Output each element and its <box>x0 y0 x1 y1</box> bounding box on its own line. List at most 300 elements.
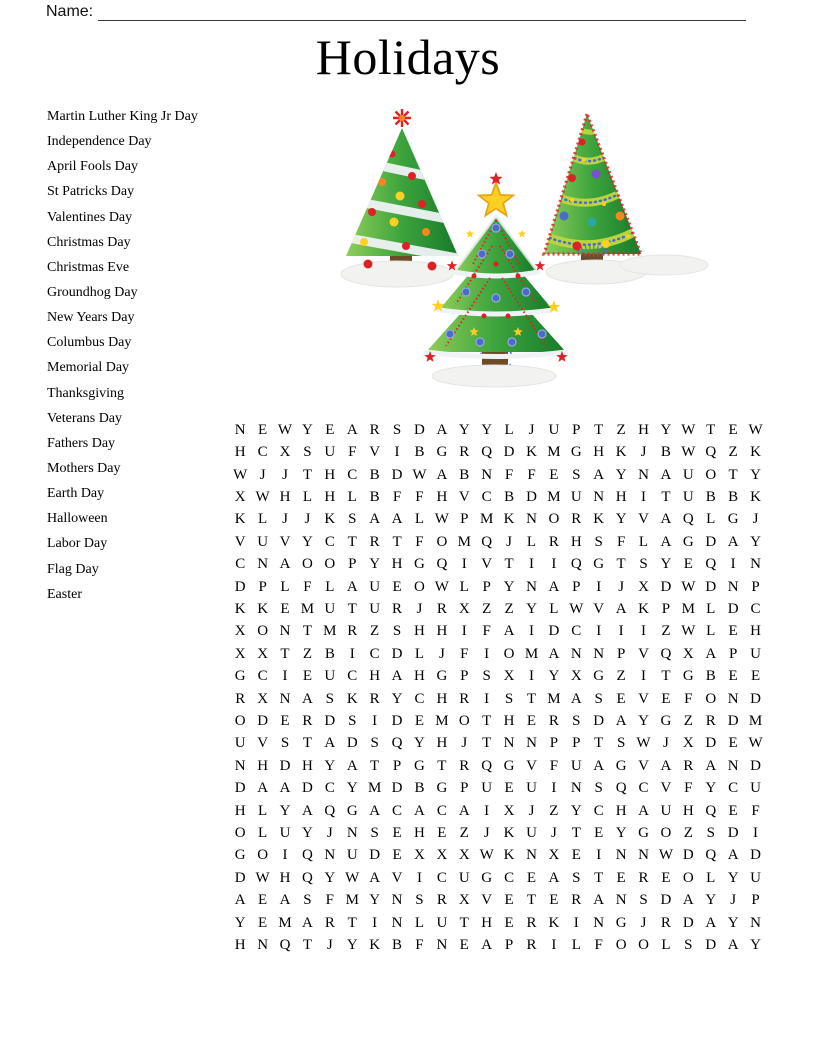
grid-letter: K <box>503 825 515 842</box>
grid-letter: U <box>526 825 537 842</box>
word-list-item: Mothers Day <box>47 460 121 476</box>
grid-letter: G <box>436 780 448 797</box>
grid-letter: C <box>347 466 358 483</box>
grid-letter: Y <box>660 421 672 438</box>
grid-letter: U <box>750 780 761 797</box>
grid-letter: P <box>751 892 760 909</box>
grid-letter: Y <box>503 578 515 595</box>
grid-letter: E <box>504 892 514 909</box>
grid-letter: N <box>391 914 403 931</box>
grid-letter: R <box>369 533 380 550</box>
grid-letter: O <box>503 645 515 662</box>
grid-letter: K <box>257 600 269 617</box>
grid-letter: S <box>303 892 312 909</box>
grid-letter: Q <box>705 444 717 461</box>
grid-letter: B <box>660 444 671 461</box>
word-search-grid <box>229 419 767 957</box>
grid-letter: U <box>458 869 470 886</box>
grid-letter: D <box>526 488 537 505</box>
grid-letter: S <box>706 825 715 842</box>
grid-letter: A <box>548 869 560 886</box>
grid-letter: N <box>526 578 537 595</box>
grid-letter: N <box>570 780 582 797</box>
grid-letter: Q <box>705 847 717 864</box>
grid-letter: D <box>234 869 246 886</box>
grid-letter: O <box>257 623 269 640</box>
grid-letter: N <box>570 645 582 662</box>
grid-letter: N <box>593 914 605 931</box>
grid-letter: Q <box>615 780 627 797</box>
grid-letter: W <box>255 869 270 886</box>
grid-letter: X <box>234 623 246 640</box>
grid-letter: E <box>728 421 738 438</box>
grid-letter: N <box>346 825 358 842</box>
grid-letter: I <box>528 556 534 573</box>
grid-letter: W <box>681 578 696 595</box>
grid-letter: U <box>548 421 560 438</box>
word-list-item: Easter <box>47 586 82 602</box>
grid-letter: T <box>571 825 581 842</box>
grid-letter: M <box>547 690 561 707</box>
grid-letter: C <box>347 668 358 685</box>
grid-letter: J <box>640 914 647 931</box>
grid-letter: A <box>615 712 627 729</box>
grid-letter: H <box>682 802 694 819</box>
grid-letter: A <box>302 690 313 707</box>
grid-letter: I <box>461 623 467 640</box>
grid-letter: A <box>660 533 672 550</box>
grid-letter: F <box>482 623 491 640</box>
grid-letter: C <box>504 869 515 886</box>
grid-letter: D <box>682 847 694 864</box>
grid-letter: F <box>594 937 603 954</box>
grid-letter: W <box>636 735 651 752</box>
grid-letter: I <box>282 847 288 864</box>
grid-letter: U <box>279 825 291 842</box>
grid-letter: E <box>594 825 604 842</box>
grid-letter: S <box>594 780 603 797</box>
word-list-item: Independence Day <box>47 134 152 150</box>
grid-letter: I <box>484 645 490 662</box>
grid-letter: K <box>346 690 358 707</box>
grid-letter: M <box>323 623 337 640</box>
grid-letter: H <box>436 488 448 505</box>
grid-letter: R <box>548 712 559 729</box>
grid-letter: Y <box>369 556 381 573</box>
grid-letter: D <box>660 578 672 595</box>
grid-letter: P <box>348 556 357 573</box>
grid-letter: L <box>459 578 469 595</box>
grid-letter: I <box>416 869 422 886</box>
grid-letter: X <box>458 847 470 864</box>
grid-letter: F <box>684 690 693 707</box>
grid-letter: M <box>457 533 471 550</box>
grid-letter: A <box>279 556 291 573</box>
word-list-item: Thanksgiving <box>47 385 124 401</box>
grid-letter: S <box>280 735 290 752</box>
grid-letter: X <box>638 578 649 595</box>
grid-letter: P <box>258 578 267 595</box>
grid-letter: X <box>458 600 470 617</box>
grid-letter: E <box>683 556 693 573</box>
grid-letter: U <box>682 466 694 483</box>
grid-letter: D <box>234 578 246 595</box>
grid-letter: S <box>392 421 402 438</box>
grid-letter: L <box>504 421 514 438</box>
grid-letter: J <box>282 511 288 528</box>
grid-letter: A <box>346 757 358 774</box>
grid-letter: T <box>302 466 312 483</box>
grid-letter: Y <box>705 892 717 909</box>
grid-letter: Y <box>727 869 739 886</box>
grid-letter: L <box>414 914 425 931</box>
grid-letter: H <box>234 444 246 461</box>
grid-letter: Y <box>570 802 582 819</box>
grid-letter: B <box>369 466 380 483</box>
grid-letter: R <box>324 914 335 931</box>
grid-letter: E <box>549 466 559 483</box>
grid-letter: H <box>324 466 336 483</box>
word-list-item: Halloween <box>47 511 108 527</box>
grid-letter: U <box>346 847 358 864</box>
grid-letter: Y <box>346 780 358 797</box>
grid-letter: W <box>681 421 696 438</box>
grid-letter: J <box>461 735 468 752</box>
grid-letter: I <box>551 780 557 797</box>
grid-letter: Q <box>391 735 403 752</box>
grid-letter: Q <box>570 556 582 573</box>
hanging-ornament <box>428 262 437 271</box>
grid-letter: C <box>593 802 604 819</box>
grid-letter: S <box>415 892 424 909</box>
grid-letter: H <box>302 757 313 774</box>
grid-letter: R <box>638 869 649 886</box>
grid-letter: J <box>259 466 266 483</box>
grid-letter: Y <box>391 690 403 707</box>
grid-letter: L <box>258 802 268 819</box>
grid-letter: J <box>326 937 333 954</box>
grid-letter: F <box>549 757 559 774</box>
grid-letter: O <box>458 712 470 729</box>
grid-letter: X <box>414 847 425 864</box>
grid-letter: U <box>369 578 381 595</box>
grid-letter: I <box>551 937 557 954</box>
grid-letter: O <box>436 533 448 550</box>
grid-letter: A <box>369 869 381 886</box>
grid-letter: I <box>573 914 579 931</box>
page-title: Holidays <box>315 29 501 85</box>
grid-letter: F <box>460 645 469 662</box>
grid-letter: D <box>727 712 739 729</box>
grid-letter: T <box>392 533 402 550</box>
word-list-item: Groundhog Day <box>47 284 138 300</box>
christmas-trees-illustration <box>334 104 712 389</box>
grid-letter: C <box>414 690 425 707</box>
grid-letter: H <box>414 623 425 640</box>
grid-letter: U <box>436 914 448 931</box>
grid-letter: B <box>414 780 425 797</box>
grid-letter: W <box>255 488 270 505</box>
name-fill-in-line[interactable] <box>98 4 746 21</box>
grid-letter: A <box>593 892 605 909</box>
grid-letter: V <box>481 892 493 909</box>
grid-letter: F <box>325 892 334 909</box>
grid-letter: T <box>370 757 380 774</box>
grid-letter: Q <box>705 556 717 573</box>
grid-letter: L <box>706 600 716 617</box>
grid-letter: E <box>258 914 268 931</box>
grid-letter: Z <box>728 444 738 461</box>
grid-letter: U <box>369 600 381 617</box>
grid-letter: W <box>434 578 449 595</box>
grid-letter: N <box>257 937 269 954</box>
grid-letter: N <box>727 757 739 774</box>
grid-letter: V <box>638 757 649 774</box>
grid-letter: I <box>641 668 647 685</box>
grid-letter: P <box>751 578 760 595</box>
grid-letter: C <box>324 533 335 550</box>
grid-letter: T <box>459 914 469 931</box>
grid-letter: N <box>750 914 761 931</box>
grid-letter: L <box>414 511 425 528</box>
grid-letter: A <box>727 847 739 864</box>
grid-letter: O <box>638 937 649 954</box>
grid-letter: Q <box>682 511 694 528</box>
grid-letter: X <box>279 444 291 461</box>
grid-letter: A <box>436 466 448 483</box>
grid-letter: U <box>682 488 694 505</box>
grid-letter: N <box>526 847 537 864</box>
grid-letter: O <box>302 556 313 573</box>
grid-letter: C <box>481 488 492 505</box>
grid-letter: E <box>661 690 671 707</box>
grid-letter: T <box>347 914 357 931</box>
grid-letter: S <box>594 533 603 550</box>
grid-letter: X <box>436 847 448 864</box>
grid-letter: C <box>436 869 447 886</box>
grid-letter: A <box>548 578 560 595</box>
grid-letter: V <box>660 780 672 797</box>
grid-letter: P <box>460 511 469 528</box>
grid-letter: B <box>459 466 470 483</box>
grid-letter: P <box>504 937 514 954</box>
grid-letter: J <box>326 825 333 842</box>
grid-letter: Q <box>481 533 493 550</box>
grid-letter: Y <box>615 511 627 528</box>
grid-letter: D <box>682 914 694 931</box>
grid-letter: P <box>616 645 626 662</box>
grid-letter: A <box>302 802 313 819</box>
grid-letter: I <box>484 802 490 819</box>
grid-letter: N <box>234 757 246 774</box>
grid-letter: A <box>705 645 717 662</box>
grid-letter: N <box>234 421 246 438</box>
grid-letter: D <box>750 847 761 864</box>
grid-letter: D <box>234 780 246 797</box>
grid-letter: G <box>481 869 493 886</box>
grid-letter: D <box>660 892 672 909</box>
grid-letter: P <box>549 735 559 752</box>
grid-letter: A <box>705 914 717 931</box>
grid-letter: E <box>258 892 268 909</box>
grid-letter: J <box>483 825 490 842</box>
grid-letter: F <box>504 466 514 483</box>
grid-letter: W <box>345 869 360 886</box>
grid-letter: E <box>437 825 447 842</box>
grid-letter: H <box>414 668 425 685</box>
grid-letter: K <box>548 914 560 931</box>
grid-letter: H <box>279 869 291 886</box>
grid-letter: B <box>705 668 716 685</box>
grid-letter: W <box>479 847 494 864</box>
grid-letter: N <box>481 466 493 483</box>
grid-letter: D <box>548 623 560 640</box>
grid-letter: O <box>705 466 717 483</box>
grid-letter: K <box>638 600 649 617</box>
grid-letter: Y <box>302 533 313 550</box>
grid-letter: A <box>234 892 246 909</box>
grid-letter: F <box>527 466 536 483</box>
grid-letter: A <box>503 623 515 640</box>
grid-letter: Q <box>660 645 672 662</box>
grid-letter: I <box>528 623 534 640</box>
grid-letter: H <box>324 488 336 505</box>
grid-letter: F <box>415 488 424 505</box>
word-list-item: Fathers Day <box>47 435 116 451</box>
grid-letter: E <box>258 421 268 438</box>
grid-letter: C <box>571 623 582 640</box>
grid-letter: R <box>705 712 716 729</box>
grid-letter: H <box>503 712 515 729</box>
grid-letter: H <box>615 488 627 505</box>
grid-letter: V <box>369 444 381 461</box>
grid-letter: S <box>572 466 581 483</box>
grid-letter: U <box>257 533 269 550</box>
grid-letter: D <box>369 847 381 864</box>
grid-letter: L <box>414 645 425 662</box>
grid-letter: I <box>596 578 602 595</box>
grid-letter: H <box>615 802 627 819</box>
grid-letter: Q <box>705 802 717 819</box>
grid-letter: M <box>300 600 315 617</box>
grid-letter: E <box>728 623 738 640</box>
grid-letter: D <box>705 735 717 752</box>
grid-letter: U <box>324 668 336 685</box>
grid-letter: I <box>349 645 355 662</box>
tree-right <box>544 114 708 284</box>
grid-letter: E <box>549 892 559 909</box>
grid-letter: T <box>661 668 671 685</box>
word-list-item: Columbus Day <box>47 335 132 351</box>
word-list-item: Christmas Day <box>47 234 131 250</box>
grid-letter: H <box>234 937 246 954</box>
grid-letter: R <box>683 757 694 774</box>
grid-letter: D <box>391 466 403 483</box>
grid-letter: Q <box>481 757 493 774</box>
grid-letter: R <box>526 914 537 931</box>
grid-letter: M <box>480 511 494 528</box>
grid-letter: A <box>548 645 560 662</box>
grid-letter: L <box>638 533 649 550</box>
grid-letter: S <box>616 735 626 752</box>
grid-letter: O <box>705 690 717 707</box>
grid-letter: N <box>279 623 291 640</box>
grid-letter: A <box>481 937 493 954</box>
grid-letter: J <box>528 421 535 438</box>
grid-letter: Y <box>705 780 717 797</box>
grid-letter: F <box>415 937 424 954</box>
grid-letter: A <box>682 892 694 909</box>
grid-letter: F <box>684 780 693 797</box>
grid-letter: J <box>528 802 535 819</box>
grid-letter: L <box>526 533 537 550</box>
grid-letter: R <box>369 690 380 707</box>
grid-letter: T <box>437 757 447 774</box>
grid-letter: H <box>391 556 403 573</box>
grid-letter: Y <box>414 735 425 752</box>
grid-letter: Y <box>458 421 470 438</box>
grid-letter: C <box>392 802 403 819</box>
grid-letter: G <box>727 511 739 528</box>
grid-letter: W <box>434 511 449 528</box>
grid-letter: U <box>570 488 582 505</box>
grid-letter: I <box>596 623 602 640</box>
grid-letter: F <box>392 488 402 505</box>
grid-letter: Y <box>750 533 761 550</box>
grid-letter: U <box>324 600 336 617</box>
grid-letter: I <box>372 712 378 729</box>
grid-letter: E <box>280 600 290 617</box>
grid-letter: R <box>347 623 358 640</box>
grid-letter: Y <box>279 802 291 819</box>
grid-letter: K <box>593 511 605 528</box>
grid-letter: Y <box>615 825 627 842</box>
grid-letter: I <box>551 556 557 573</box>
grid-letter: H <box>436 690 448 707</box>
grid-letter: R <box>235 690 246 707</box>
grid-letter: H <box>234 802 246 819</box>
grid-letter: G <box>503 757 515 774</box>
grid-letter: O <box>660 825 672 842</box>
grid-letter: R <box>571 892 582 909</box>
grid-letter: A <box>458 802 470 819</box>
snow-mound <box>432 365 556 387</box>
grid-letter: D <box>324 712 336 729</box>
grid-letter: E <box>392 578 402 595</box>
grid-letter: R <box>459 757 470 774</box>
grid-letter: C <box>235 556 246 573</box>
word-list-item: Christmas Eve <box>47 259 130 275</box>
snow-patch <box>620 255 708 275</box>
grid-letter: C <box>257 444 268 461</box>
grid-letter: X <box>682 735 694 752</box>
grid-letter: Z <box>683 712 693 729</box>
grid-letter: R <box>392 600 403 617</box>
grid-letter: S <box>572 869 581 886</box>
grid-letter: E <box>504 914 514 931</box>
grid-letter: I <box>461 556 467 573</box>
grid-letter: N <box>257 556 269 573</box>
grid-letter: D <box>302 780 313 797</box>
grid-letter: Z <box>549 802 559 819</box>
grid-letter: P <box>460 668 469 685</box>
grid-letter: Y <box>727 914 739 931</box>
grid-letter: G <box>234 668 246 685</box>
grid-letter: A <box>727 533 739 550</box>
grid-letter: V <box>593 600 605 617</box>
grid-letter: X <box>234 645 246 662</box>
grid-letter: W <box>658 847 673 864</box>
